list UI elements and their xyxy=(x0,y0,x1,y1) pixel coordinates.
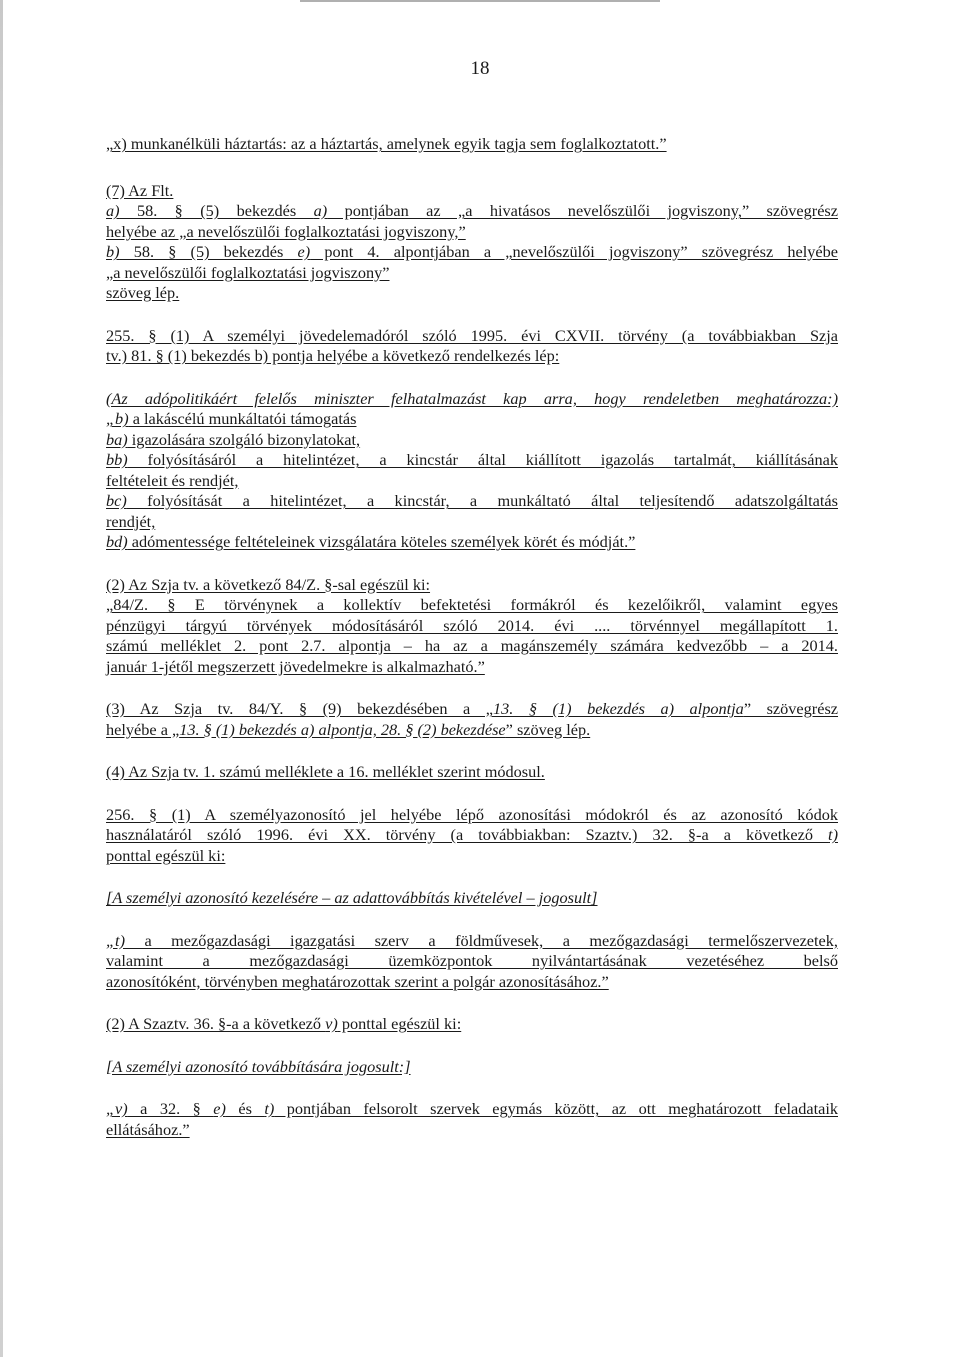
section-256-1-context: [A személyi azonosító kezelésére – az adattovábbítás kivételével – jogosult] xyxy=(106,888,598,907)
line: „b) a lakáscélú munkáltatói támogatás xyxy=(106,409,357,428)
paragraph-definition-x: „x) munkanélküli háztartás: az a háztartás, amelynek egyik tagja sem foglalkoztatott.” xyxy=(106,134,667,153)
line: „v) a 32. § e) és t) pontjában felsorolt szervek egymás között, az ott meghatározott feladataik xyxy=(106,1099,838,1118)
line: helyébe a „13. § (1) bekezdés a) alpontja, 28. § (2) bekezdése” szöveg lép. xyxy=(106,719,591,739)
line: bd) adómentessége feltételeinek vizsgálatára köteles személyek körét és módját.” xyxy=(106,532,636,551)
line: (2) Az Szja tv. a következő 84/Z. §-sal egészül ki: xyxy=(106,574,431,594)
line: azonosítóként, törvényben meghatározottak szerint a polgár azonosításához.” xyxy=(106,971,609,991)
line: tv.) 81. § (1) bekezdés b) pontja helyébe a következő rendelkezés lép: xyxy=(106,346,560,365)
line: „a nevelőszülői foglalkoztatási jogviszony” xyxy=(106,262,390,282)
section-256-2-context: [A személyi azonosító továbbítására jogosult:] xyxy=(106,1056,411,1076)
line: 256. § (1) A személyazonosító jel helyébe lépő azonosítási módokról és az azonosító kódok xyxy=(106,804,838,824)
line: b) 58. § (5) bekezdés e) pont 4. alpontjában a „nevelőszülői jogviszony” szövegrész helyébe xyxy=(106,242,838,261)
document-body xyxy=(106,134,838,1140)
section-255-3 xyxy=(106,699,838,740)
line: számú melléklet 2. pont 2.7. alpontja – ha az a magánszemély számára kedvezőbb – a 2014. xyxy=(106,636,838,655)
line: (Az adópolitikáért felelős miniszter felhatalmazást kap arra, hogy rendeletben meghatározza:) xyxy=(106,388,838,408)
line: 255. § (1) A személyi jövedelemadóról szóló 1995. évi CXVII. törvény (a továbbiakban Szja xyxy=(106,325,838,345)
page-number: 18 xyxy=(470,58,490,79)
line: helyébe az „a nevelőszülői foglalkoztatási jogviszony,” xyxy=(106,221,466,241)
scan-edge-left xyxy=(0,0,3,1357)
line: „84/Z. § E törvénynek a kollektív befektetési formákról és kezelőikről, valamint egyes xyxy=(106,595,838,614)
line: feltételeit és rendjét, xyxy=(106,470,239,490)
section-255-1-text xyxy=(106,389,838,553)
section-256-1-text xyxy=(106,931,838,993)
line: „t) a mezőgazdasági igazgatási szerv a földművesek, a mezőgazdasági termelőszervezetek, xyxy=(106,930,838,950)
line: ellátásához.” xyxy=(106,1119,190,1139)
section-255-2 xyxy=(106,575,838,678)
line: (7) Az Flt. xyxy=(106,180,174,200)
line: (3) Az Szja tv. 84/Y. § (9) bekezdésében a „13. § (1) bekezdés a) alpontja” szövegrész xyxy=(106,699,839,718)
line: bb) folyósításáról a hitelintézet, a kincstár által kiállított igazolás tartalmát, kiállításának xyxy=(106,450,838,469)
line: január 1-jétől megszerzett jövedelmekre is alkalmazható.” xyxy=(106,656,485,676)
section-7-flt xyxy=(106,181,838,304)
line: rendjét, xyxy=(106,511,156,531)
line: valamint a mezőgazdasági üzemközpontok nyilvántartásának vezetéséhez belső xyxy=(106,951,838,970)
section-256-2: (2) A Szaztv. 36. §-a a következő v) ponttal egészül ki: xyxy=(106,1014,462,1033)
line: bc) folyósítását a hitelintézet, a kincstár, a munkáltató által teljesítendő adatszolgáltatás xyxy=(106,491,838,510)
line: pénzügyi tárgyú törvények módosításáról szóló 2014. évi .... törvénnyel megállapított 1. xyxy=(106,615,838,635)
section-255-4: (4) Az Szja tv. 1. számú melléklete a 16. melléklet szerint módosul. xyxy=(106,762,545,781)
scan-edge-top xyxy=(300,0,660,2)
line: szöveg lép. xyxy=(106,283,180,302)
line: használatáról szóló 1996. évi XX. törvény (a továbbiakban: Szaztv.) 32. §-a a következő t) xyxy=(106,825,838,844)
line: a) 58. § (5) bekezdés a) pontjában az „a hivatásos nevelőszülői jogviszony,” szövegrész xyxy=(106,201,838,220)
section-256-1 xyxy=(106,805,838,867)
line: ba) igazolására szolgáló bizonylatokat, xyxy=(106,429,361,449)
section-255-1 xyxy=(106,326,838,367)
line: ponttal egészül ki: xyxy=(106,845,226,865)
section-256-2-text xyxy=(106,1099,838,1140)
